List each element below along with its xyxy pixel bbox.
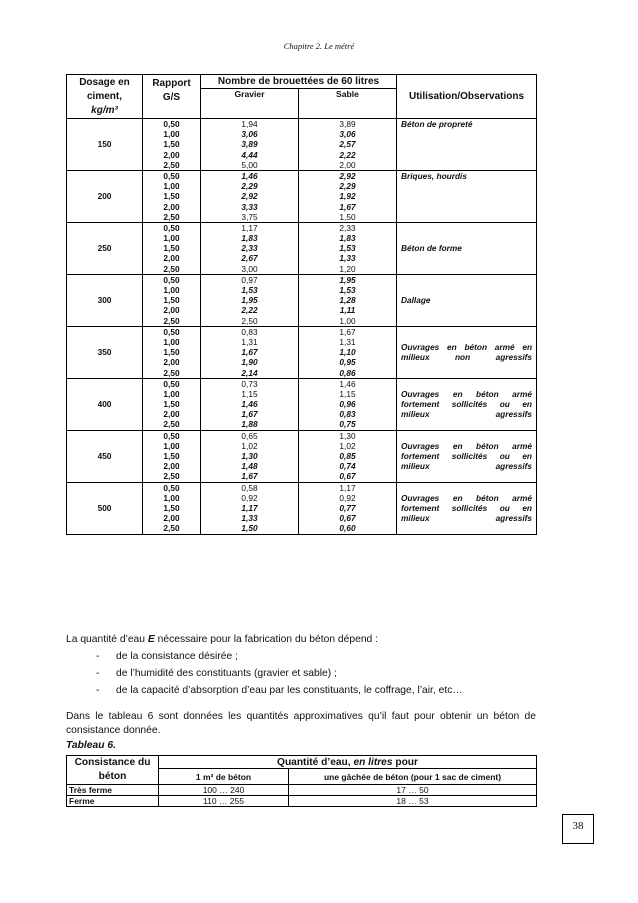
sable-value: 1,53 — [339, 243, 356, 254]
rapport-value: 0,50 — [163, 482, 180, 493]
cell-observation: Ouvrages en béton armé fortement sollicités ou en milieux agressifs — [397, 430, 537, 482]
rapport-value: 2,00 — [163, 357, 180, 368]
cell-observation: Dallage — [397, 274, 537, 326]
header-brouettes: Nombre de brouettées de 60 litres — [201, 75, 397, 89]
header-rapport: Rapport G/S — [143, 75, 201, 119]
gravier-value: 1,15 — [241, 388, 258, 399]
gravier-value: 3,00 — [241, 263, 258, 274]
dosage-table — [66, 74, 537, 535]
sable-value: 1,95 — [339, 274, 356, 285]
cell-sable — [299, 326, 397, 378]
sable-value: 2,92 — [339, 170, 356, 181]
sable-value: 1,02 — [339, 440, 356, 451]
cell-observation: Ouvrages en béton armé fortement sollicités ou en milieux agressifs — [397, 378, 537, 430]
sable-value: 1,28 — [339, 295, 356, 306]
rapport-value: 1,50 — [163, 191, 180, 202]
header-quantite: Quantité d’eau, en litres pour — [159, 756, 537, 769]
gravier-value: 5,00 — [241, 159, 258, 170]
rapport-value: 0,50 — [163, 170, 180, 181]
rapport-value: 1,50 — [163, 502, 180, 513]
rapport-value: 2,50 — [163, 419, 180, 430]
cell-observation: Briques, hourdis — [397, 170, 537, 222]
gravier-value: 1,95 — [241, 295, 258, 306]
sable-value: 3,89 — [339, 119, 356, 129]
dosage-row — [67, 274, 537, 326]
row-label: Très ferme — [67, 785, 159, 796]
cell-observation: Béton de propreté — [397, 119, 537, 171]
cell-dosage: 300 — [67, 274, 143, 326]
rapport-value: 2,50 — [163, 367, 180, 378]
cell-m3: 110 … 255 — [159, 796, 289, 807]
sable-value: 0,74 — [339, 461, 356, 472]
gravier-value: 4,44 — [241, 149, 258, 160]
header-sable: Sable — [299, 89, 397, 119]
gravier-value: 0,65 — [241, 430, 258, 441]
bullet-item: - de l’humidité des constituants (gravier et sable) ; — [96, 668, 337, 679]
dosage-row — [67, 482, 537, 534]
page-number: 38 — [562, 814, 594, 844]
water-table-intro: Dans le tableau 6 sont données les quantités approximatives qu’il faut pour obtenir un béton de consistance donnée. — [66, 711, 536, 736]
cell-rapport — [143, 274, 201, 326]
dosage-row — [67, 326, 537, 378]
cell-gravier — [201, 326, 299, 378]
gravier-value: 1,02 — [241, 440, 258, 451]
sable-value: 2,33 — [339, 222, 356, 233]
sable-value: 1,53 — [339, 285, 356, 295]
gravier-value: 1,46 — [241, 399, 258, 410]
rapport-value: 1,00 — [163, 181, 180, 192]
bullet-item: - de la capacité d’absorption d’eau par les constituants, le coffrage, l’air, etc… — [96, 685, 463, 696]
rapport-value: 1,00 — [163, 285, 180, 295]
dosage-row — [67, 170, 537, 222]
cell-rapport — [143, 482, 201, 534]
gravier-value: 1,90 — [241, 357, 258, 368]
rapport-value: 2,00 — [163, 253, 180, 264]
gravier-value: 0,58 — [241, 482, 258, 493]
gravier-value: 1,94 — [241, 119, 258, 129]
sable-value: 1,92 — [339, 191, 356, 202]
cell-observation: Ouvrages en béton armé fortement sollicités ou en milieux agressifs — [397, 482, 537, 534]
cell-gravier — [201, 119, 299, 171]
water-table — [66, 755, 537, 807]
gravier-value: 1,31 — [241, 336, 258, 347]
gravier-value: 0,73 — [241, 378, 258, 389]
sable-value: 1,17 — [339, 482, 356, 493]
cell-dosage: 200 — [67, 170, 143, 222]
cell-rapport — [143, 430, 201, 482]
sable-value: 1,11 — [339, 305, 356, 316]
rapport-value: 1,50 — [163, 139, 180, 150]
sable-value: 1,31 — [339, 336, 356, 347]
sable-value: 3,06 — [339, 129, 356, 140]
sable-value: 0,60 — [339, 523, 356, 534]
cell-gravier — [201, 482, 299, 534]
cell-sable — [299, 482, 397, 534]
rapport-value: 2,00 — [163, 461, 180, 472]
cell-gravier — [201, 430, 299, 482]
sable-value: 1,00 — [339, 315, 356, 326]
header-m3: 1 m³ de béton — [159, 769, 289, 785]
cell-dosage: 400 — [67, 378, 143, 430]
cell-sable — [299, 170, 397, 222]
cell-rapport — [143, 222, 201, 274]
rapport-value: 1,00 — [163, 388, 180, 399]
cell-sable — [299, 274, 397, 326]
cell-dosage: 250 — [67, 222, 143, 274]
rapport-value: 2,00 — [163, 201, 180, 212]
rapport-value: 0,50 — [163, 326, 180, 337]
gravier-value: 2,92 — [241, 191, 258, 202]
sable-value: 0,67 — [339, 513, 356, 524]
sable-value: 1,67 — [339, 326, 356, 337]
rapport-value: 0,50 — [163, 274, 180, 285]
gravier-value: 1,83 — [241, 233, 258, 244]
gravier-value: 2,50 — [241, 315, 258, 326]
cell-rapport — [143, 119, 201, 171]
header-gachee: une gâchée de béton (pour 1 sac de ciment) — [289, 769, 537, 785]
sable-value: 0,67 — [339, 471, 356, 482]
sable-value: 1,50 — [339, 211, 356, 222]
gravier-value: 1,88 — [241, 419, 258, 430]
rapport-value: 1,00 — [163, 440, 180, 451]
sable-value: 0,86 — [339, 367, 356, 378]
gravier-value: 2,22 — [241, 305, 258, 316]
cell-m3: 100 … 240 — [159, 785, 289, 796]
gravier-value: 3,33 — [241, 201, 258, 212]
sable-value: 0,77 — [339, 502, 356, 513]
rapport-value: 2,00 — [163, 149, 180, 160]
rapport-value: 1,00 — [163, 492, 180, 503]
cell-rapport — [143, 170, 201, 222]
cell-sable — [299, 430, 397, 482]
rapport-value: 0,50 — [163, 119, 180, 129]
cell-dosage: 450 — [67, 430, 143, 482]
sable-value: 0,95 — [339, 357, 356, 368]
gravier-value: 1,67 — [241, 409, 258, 420]
running-header: Chapitre 2. Le métré — [283, 41, 355, 51]
gravier-value: 0,92 — [241, 492, 258, 503]
rapport-value: 2,50 — [163, 523, 180, 534]
bullet-item: - de la consistance désirée ; — [96, 651, 238, 662]
gravier-value: 1,67 — [241, 471, 258, 482]
header-observations: Utilisation/Observations — [397, 75, 537, 119]
cell-gravier — [201, 170, 299, 222]
gravier-value: 0,97 — [241, 274, 258, 285]
rapport-value: 1,50 — [163, 243, 180, 254]
rapport-value: 0,50 — [163, 222, 180, 233]
dosage-row — [67, 378, 537, 430]
rapport-value: 2,00 — [163, 513, 180, 524]
rapport-value: 0,50 — [163, 430, 180, 441]
header-dosage: Dosage en ciment, kg/m³ — [67, 75, 143, 119]
gravier-value: 1,50 — [241, 523, 258, 534]
rapport-value: 0,50 — [163, 378, 180, 389]
dosage-row — [67, 119, 537, 171]
rapport-value: 1,00 — [163, 129, 180, 140]
cell-dosage: 350 — [67, 326, 143, 378]
gravier-value: 3,89 — [241, 139, 258, 150]
cell-observation: Béton de forme — [397, 222, 537, 274]
gravier-value: 2,67 — [241, 253, 258, 264]
sable-value: 2,00 — [339, 159, 356, 170]
sable-value: 1,67 — [339, 201, 356, 212]
cell-gravier — [201, 222, 299, 274]
cell-rapport — [143, 378, 201, 430]
sable-value: 1,10 — [339, 347, 356, 358]
cell-rapport — [143, 326, 201, 378]
sable-value: 1,15 — [339, 388, 356, 399]
sable-value: 2,22 — [339, 149, 356, 160]
row-label: Ferme — [67, 796, 159, 807]
sable-value: 1,33 — [339, 253, 356, 264]
gravier-value: 2,29 — [241, 181, 258, 192]
header-consistance: Consistance du béton — [67, 756, 159, 785]
cell-gachee: 17 … 50 — [289, 785, 537, 796]
sable-value: 1,20 — [339, 263, 356, 274]
cell-gravier — [201, 378, 299, 430]
sable-value: 1,30 — [339, 430, 356, 441]
gravier-value: 1,53 — [241, 285, 258, 295]
gravier-value: 2,14 — [241, 367, 258, 378]
gravier-value: 1,30 — [241, 451, 258, 461]
rapport-value: 1,00 — [163, 233, 180, 244]
cell-dosage: 150 — [67, 119, 143, 171]
gravier-value: 1,33 — [241, 513, 258, 524]
sable-value: 2,29 — [339, 181, 356, 192]
rapport-value: 1,50 — [163, 295, 180, 306]
rapport-value: 2,00 — [163, 409, 180, 420]
cell-sable — [299, 119, 397, 171]
gravier-value: 1,48 — [241, 461, 258, 472]
gravier-value: 1,67 — [241, 347, 258, 358]
sable-value: 0,83 — [339, 409, 356, 420]
cell-observation: Ouvrages en béton armé en milieux non agressifs — [397, 326, 537, 378]
gravier-value: 1,17 — [241, 222, 258, 233]
water-intro: La quantité d’eau E nécessaire pour la fabrication du béton dépend : — [66, 634, 379, 645]
sable-value: 1,83 — [339, 233, 356, 244]
sable-value: 1,46 — [339, 378, 356, 389]
rapport-value: 2,50 — [163, 263, 180, 274]
sable-value: 2,57 — [339, 139, 356, 150]
rapport-value: 1,50 — [163, 399, 180, 410]
dosage-row — [67, 430, 537, 482]
cell-sable — [299, 222, 397, 274]
gravier-value: 1,17 — [241, 502, 258, 513]
cell-sable — [299, 378, 397, 430]
cell-gachee: 18 … 53 — [289, 796, 537, 807]
sable-value: 0,92 — [339, 492, 356, 503]
table-caption: Tableau 6. — [66, 740, 116, 751]
rapport-value: 2,50 — [163, 315, 180, 326]
dosage-row — [67, 222, 537, 274]
sable-value: 0,85 — [339, 451, 356, 461]
rapport-value: 1,50 — [163, 451, 180, 461]
cell-gravier — [201, 274, 299, 326]
rapport-value: 1,50 — [163, 347, 180, 358]
cell-dosage: 500 — [67, 482, 143, 534]
rapport-value: 1,00 — [163, 336, 180, 347]
gravier-value: 1,46 — [241, 170, 258, 181]
rapport-value: 2,50 — [163, 471, 180, 482]
gravier-value: 2,33 — [241, 243, 258, 254]
sable-value: 0,75 — [339, 419, 356, 430]
gravier-value: 3,06 — [241, 129, 258, 140]
sable-value: 0,96 — [339, 399, 356, 410]
header-gravier: Gravier — [201, 89, 299, 119]
rapport-value: 2,50 — [163, 211, 180, 222]
rapport-value: 2,50 — [163, 159, 180, 170]
gravier-value: 0,83 — [241, 326, 258, 337]
gravier-value: 3,75 — [241, 211, 258, 222]
rapport-value: 2,00 — [163, 305, 180, 316]
